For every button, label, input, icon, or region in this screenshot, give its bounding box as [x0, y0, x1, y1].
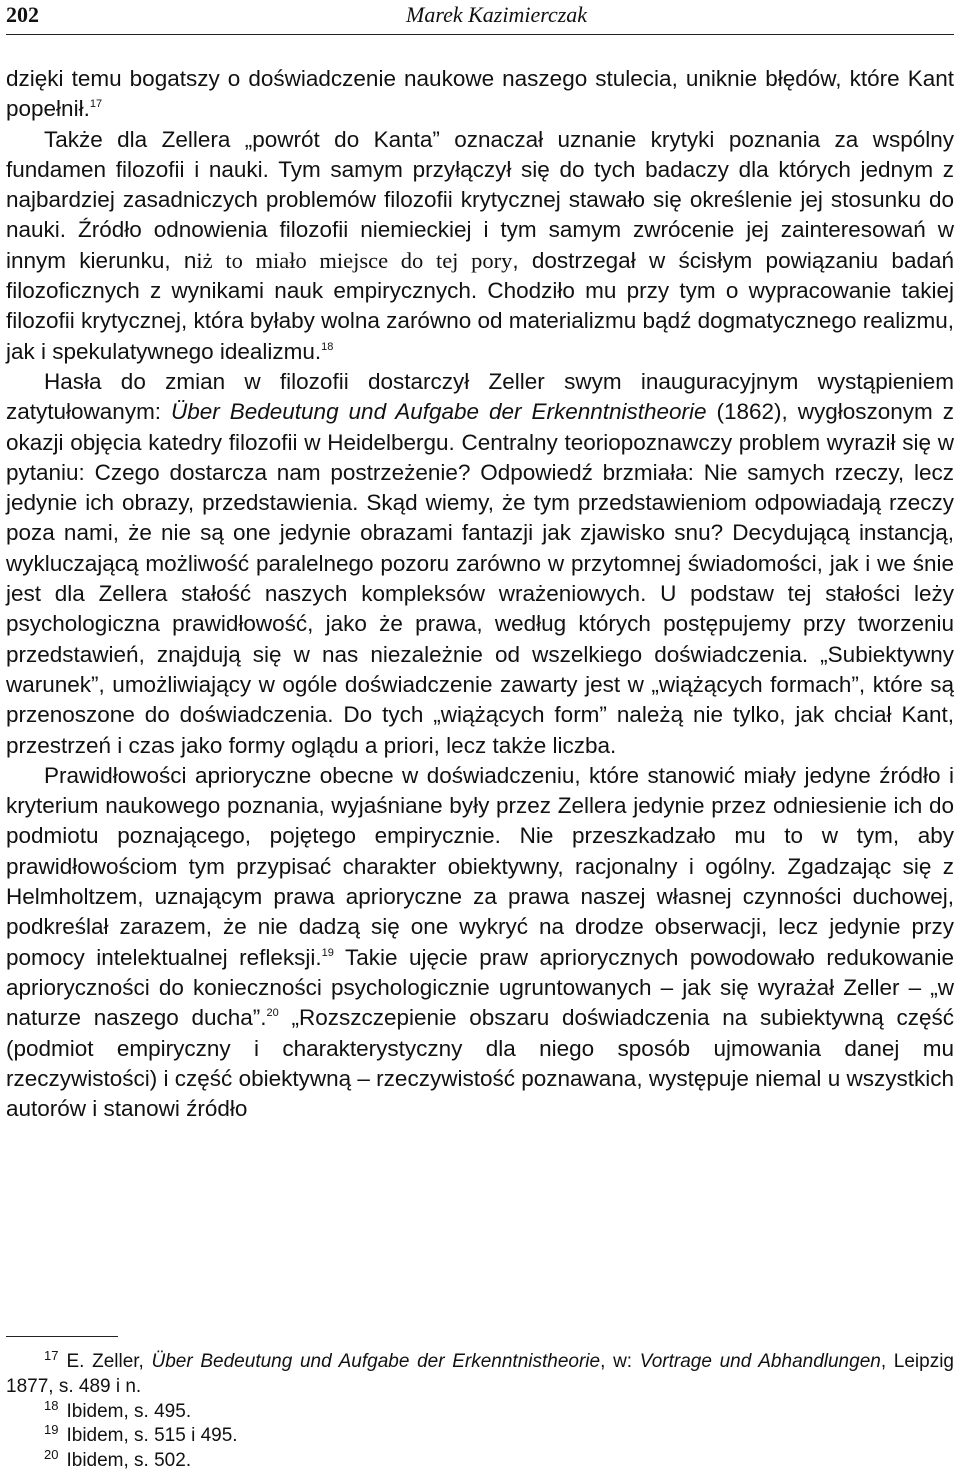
footnote-ref: 17 — [89, 98, 103, 111]
serif-text: iż to miało miejsce do tej pory — [196, 247, 513, 273]
footnote — [6, 1397, 954, 1425]
footnote — [6, 1424, 954, 1449]
paragraph — [6, 125, 954, 367]
italic-title: Vortrage und Abhandlungen — [639, 1351, 881, 1372]
footnotes — [6, 1350, 954, 1474]
text-run: Ibidem, s. 502. — [66, 1450, 192, 1472]
page — [6, 0, 954, 1476]
body-text — [6, 64, 954, 1124]
text-run: , dostrzegał w ścisłym powiązaniu badań filozoficznych z wynikami nauk empirycznych. Chodziło mu przy tym o wypracowanie takiej filozofii krytycznej, która byłaby wolna zarówno od materializmu bądź dogmatycznego realizmu, jak i spekulatywnego idealizmu. — [6, 247, 954, 364]
italic-title: Über Bedeutung und Aufgabe der Erkenntnistheorie — [151, 1351, 601, 1372]
footnote-rule — [6, 1336, 118, 1337]
paragraph — [6, 64, 954, 125]
text-run: , w: — [600, 1351, 640, 1372]
text-run: dzięki temu bogatszy o doświadczenie naukowe naszego stulecia, uniknie błędów, które Kant popełnił. — [6, 66, 954, 122]
italic-title: Über Bedeutung und Aufgabe der Erkenntnistheorie — [171, 399, 707, 425]
footnote-ref: 18 — [321, 340, 334, 353]
text-run: Ibidem, s. 495. — [66, 1400, 192, 1422]
text-run: Ibidem, s. 515 i 495. — [66, 1425, 238, 1447]
text-run: „Rozszczepienie obszaru doświadczenia na subiektywną część (podmiot empiryczny i charakterystyczny dla niego sposób ujmowania danej mu rzeczywistości) i część obiektywną – rzeczywistość poznawana, występuje niemal u wszystkich autorów i stanowi źródło — [6, 1005, 954, 1122]
footnote-ref: 19 — [321, 946, 334, 959]
text-run: , Leipzig 1877, s. 489 i n. — [6, 1351, 954, 1397]
text-run: E. Zeller, — [66, 1351, 152, 1372]
footnote-number: 19 — [44, 1422, 59, 1438]
text-run: (1862), wygłoszonym z okazji objęcia katedry filozofii w Heidelbergu. Centralny teoriopoznawczy problem wyraził się w pytaniu: Czego dostarcza nam postrzeżenie? Odpowiedź brzmiała: Nie samych rzeczy, lecz jedynie ich obrazy, przedstawienia. Skąd wiemy, że tym przedstawieniom odpowiadają rzeczy poza nami, że nie są one jedynie obrazami fantazji jak zjawisko snu? Decydującą instancją, wykluczającą możliwość paralelnego pozoru zarówno w przytomnej świadomości, jak i we śnie jest dla Zellera stałość naszych kompleksów wrażeniowych. U podstaw tej stałości leży psychologiczna prawidłowość, jako że prawa, według których postępujemy przy tworzeniu przedstawień, znajdują się w nas niezależnie od wszelkiego doświadczenia. „Subiektywny warunek”, umożliwiający w ogóle doświadczenie zawarty jest w „wiążących formach”, które są przenoszone do doświadczenia. Do tych „wiążących form” należą nie tylko, jak chciał Kant, przestrzeń i czas jako formy oglądu a priori, lecz także liczba. — [6, 399, 955, 758]
footnote-ref: 20 — [266, 1007, 279, 1020]
paragraph — [6, 761, 954, 1125]
paragraph — [6, 367, 954, 761]
running-author: Marek Kazimierczak — [406, 2, 588, 27]
footnote-number: 18 — [44, 1397, 59, 1413]
text-run: Także dla Zellera „powrót do Kanta” oznaczał uznanie krytyki poznania za wspólny fundamen filozofii i nauki. Tym samym przyłączył się do tych badaczy dla których jednym z najbardziej zasadniczych problemów filozofii krytycznej stawało się określenie jej stosunku do nauki. Źródło odnowienia filozofii niemieckiej i tym samym zwrócenie jej zainteresowań w innym kierunku, n — [6, 126, 954, 273]
footnote-number: 20 — [44, 1447, 59, 1463]
text-run: Takie ujęcie praw apriorycznych powodowało redukowanie aprioryczności do konieczności psychologicznie ugruntowanych – jak się wyrażał Zeller – „w naturze naszego ducha”. — [6, 944, 954, 1031]
page-number: 202 — [6, 2, 39, 27]
running-header — [6, 0, 954, 35]
footnote — [6, 1350, 954, 1400]
footnote-number: 17 — [44, 1348, 59, 1363]
text-run: Prawidłowości aprioryczne obecne w doświadczeniu, które stanowić miały jedyne źródło i kryterium naukowego poznania, wyjaśniane były przez Zellera jedynie przez odniesienie ich do podmiotu poznającego, pojętego empirycznie. Nie przeszkadzało mu to w tym, aby prawidłowościom tym przypisać charakter obiektywny, racjonalny i ogólny. Zgadzając się z Helmholtzem, uznającym prawa aprioryczne za prawa naszej własnej czynności duchowej, podkreślał zarazem, że nie dadzą się one wykryć na drodze obserwacji, lecz jedynie przy pomocy intelektualnej refleksji. — [6, 762, 954, 970]
text-run: Hasła do zmian w filozofii dostarczył Zeller swym inauguracyjnym wystąpieniem zatytułowanym: — [6, 368, 954, 425]
footnote — [6, 1449, 954, 1474]
